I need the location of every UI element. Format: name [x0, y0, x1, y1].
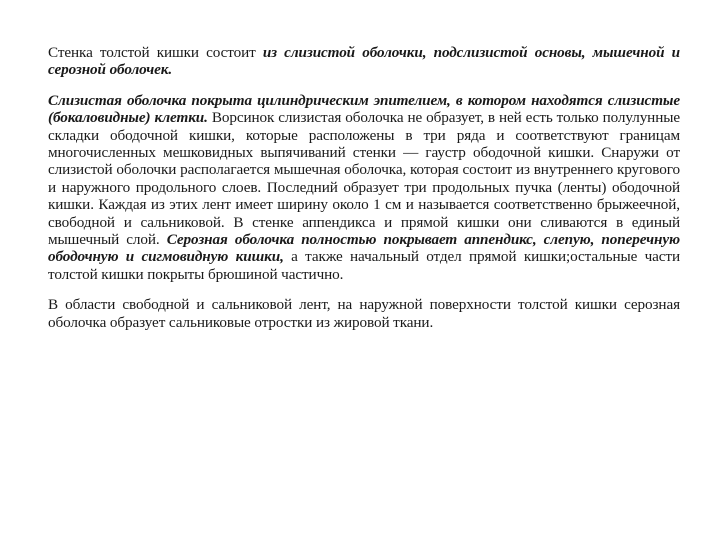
paragraph-wall-layers [48, 44, 680, 79]
text-run: Стенка толстой кишки состоит [48, 44, 263, 61]
text-run: В области свободной и сальниковой лент, на наружной поверхности толстой кишки серозная оболочка образует сальниковые отростки из жировой ткани. [48, 296, 680, 331]
document-page [48, 44, 680, 331]
text-run: а также начальный отдел прямой кишки;остальные части толстой кишки покрыты брюшиной частично. [48, 248, 681, 283]
text-run-emphasis: из слизистой оболочки, подслизистой основы, мышечной и серозной оболочек. [48, 44, 680, 79]
paragraph-mucosa-muscle [48, 92, 680, 283]
text-run-emphasis: Слизистая оболочка покрыта цилиндрическим эпителием, в котором находятся слизистые (бокаловидные) клетки. [48, 91, 680, 127]
paragraph-serosa [48, 296, 680, 331]
text-run: Ворсинок слизистая оболочка не образует, в ней есть только полулунные складки ободочной кишки, которые расположены в три ряда и соответствуют границам многочисленных мешковидных выпячиваний стенки — гаустр ободочной кишки. Снаружи от слизистой оболочки располагается мышечная оболочка, которая состоит из внутреннего кругового и наружного продольного слоев. Последний образует три продольных пучка (ленты) ободочной кишки. Каждая из этих лент имеет ширину около 1 см и называется соответственно брыжеечной, свободной и сальниковой. В стенке аппендикса и прямой кишки они сливаются в единый мышечный слой. [48, 109, 680, 249]
text-run-emphasis: Серозная оболочка полностью покрывает аппендикс, слепую, поперечную ободочную и сигмовидную кишки, [48, 231, 681, 266]
